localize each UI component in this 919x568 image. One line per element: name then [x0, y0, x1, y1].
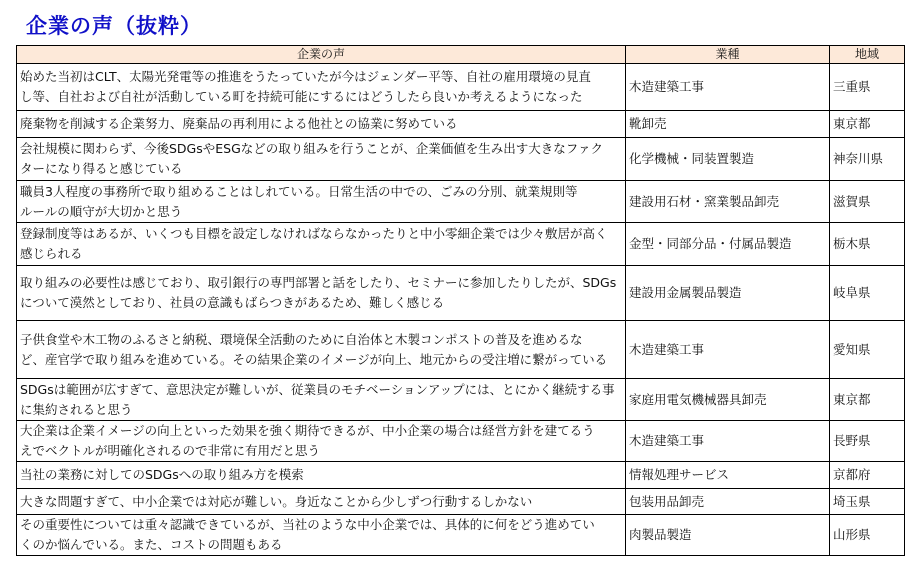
cell-region: 三重県 [830, 64, 905, 111]
cell-industry: 建設用金属製品製造 [626, 266, 830, 321]
cell-region: 長野県 [830, 421, 905, 462]
cell-industry: 木造建築工事 [626, 64, 830, 111]
table-row [17, 379, 905, 421]
cell-region: 愛知県 [830, 321, 905, 379]
cell-voice: 登録制度等はあるが、いくつも目標を設定しなければならなかったりと中小零細企業では少々敷居が高く 感じられる [17, 223, 626, 266]
cell-region: 栃木県 [830, 223, 905, 266]
cell-voice: 大企業は企業イメージの向上といった効果を強く期待できるが、中小企業の場合は経営方針を建てるう えでベクトルが明確化されるので非常に有用だと思う [17, 421, 626, 462]
cell-voice: その重要性については重々認識できているが、当社のような中小企業では、具体的に何をどう進めてい くのか悩んでいる。また、コストの問題もある [17, 515, 626, 556]
cell-industry: 金型・同部分品・付属品製造 [626, 223, 830, 266]
cell-voice: 廃棄物を削減する企業努力、廃棄品の再利用による他社との協業に努めている [17, 111, 626, 138]
cell-industry: 情報処理サービス [626, 462, 830, 489]
table-row [17, 489, 905, 515]
cell-industry: 木造建築工事 [626, 421, 830, 462]
header-industry: 業種 [626, 46, 830, 64]
cell-industry: 靴卸売 [626, 111, 830, 138]
cell-voice: 会社規模に関わらず、今後SDGsやESGなどの取り組みを行うことが、企業価値を生み出す大きなファク ターになり得ると感じている [17, 138, 626, 181]
table-row [17, 111, 905, 138]
cell-region: 岐阜県 [830, 266, 905, 321]
cell-region: 神奈川県 [830, 138, 905, 181]
table-header-row [17, 46, 905, 64]
cell-region: 山形県 [830, 515, 905, 556]
table-row [17, 321, 905, 379]
header-region: 地域 [830, 46, 905, 64]
cell-voice: SDGsは範囲が広すぎて、意思決定が難しいが、従業員のモチベーションアップには、とにかく継続する事 に集約されると思う [17, 379, 626, 421]
cell-voice: 職員3人程度の事務所で取り組めることはしれている。日常生活の中での、ごみの分別、就業規則等 ルールの順守が大切かと思う [17, 181, 626, 223]
cell-voice: 取り組みの必要性は感じており、取引銀行の専門部署と話をしたり、セミナーに参加したりしたが、SDGs について漠然としており、社員の意識もばらつきがあるため、難しく感じる [17, 266, 626, 321]
cell-industry: 建設用石材・窯業製品卸売 [626, 181, 830, 223]
cell-industry: 肉製品製造 [626, 515, 830, 556]
cell-region: 京都府 [830, 462, 905, 489]
cell-region: 東京都 [830, 111, 905, 138]
table-row [17, 266, 905, 321]
cell-voice: 当社の業務に対してのSDGsへの取り組み方を模索 [17, 462, 626, 489]
cell-region: 滋賀県 [830, 181, 905, 223]
table-row [17, 421, 905, 462]
table-row [17, 515, 905, 556]
table-row [17, 138, 905, 181]
cell-industry: 家庭用電気機械器具卸売 [626, 379, 830, 421]
header-voice: 企業の声 [17, 46, 626, 64]
cell-region: 東京都 [830, 379, 905, 421]
table-row [17, 462, 905, 489]
table-row [17, 223, 905, 266]
table-row [17, 181, 905, 223]
company-voices-table [16, 45, 905, 556]
cell-industry: 包装用品卸売 [626, 489, 830, 515]
cell-voice: 大きな問題すぎて、中小企業では対応が難しい。身近なことから少しずつ行動するしかない [17, 489, 626, 515]
table-row [17, 64, 905, 111]
cell-region: 埼玉県 [830, 489, 905, 515]
cell-voice: 子供食堂や木工物のふるさと納税、環境保全活動のために自治体と木製コンポストの普及を進めるな ど、産官学で取り組みを進めている。その結果企業のイメージが向上、地元からの受注増に繋がっている [17, 321, 626, 379]
cell-voice: 始めた当初はCLT、太陽光発電等の推進をうたっていたが今はジェンダー平等、自社の雇用環境の見直 し等、自社および自社が活動している町を持続可能にするにはどうしたら良いか考えるようになった [17, 64, 626, 111]
cell-industry: 化学機械・同装置製造 [626, 138, 830, 181]
page-title: 企業の声（抜粋） [26, 14, 202, 38]
cell-industry: 木造建築工事 [626, 321, 830, 379]
